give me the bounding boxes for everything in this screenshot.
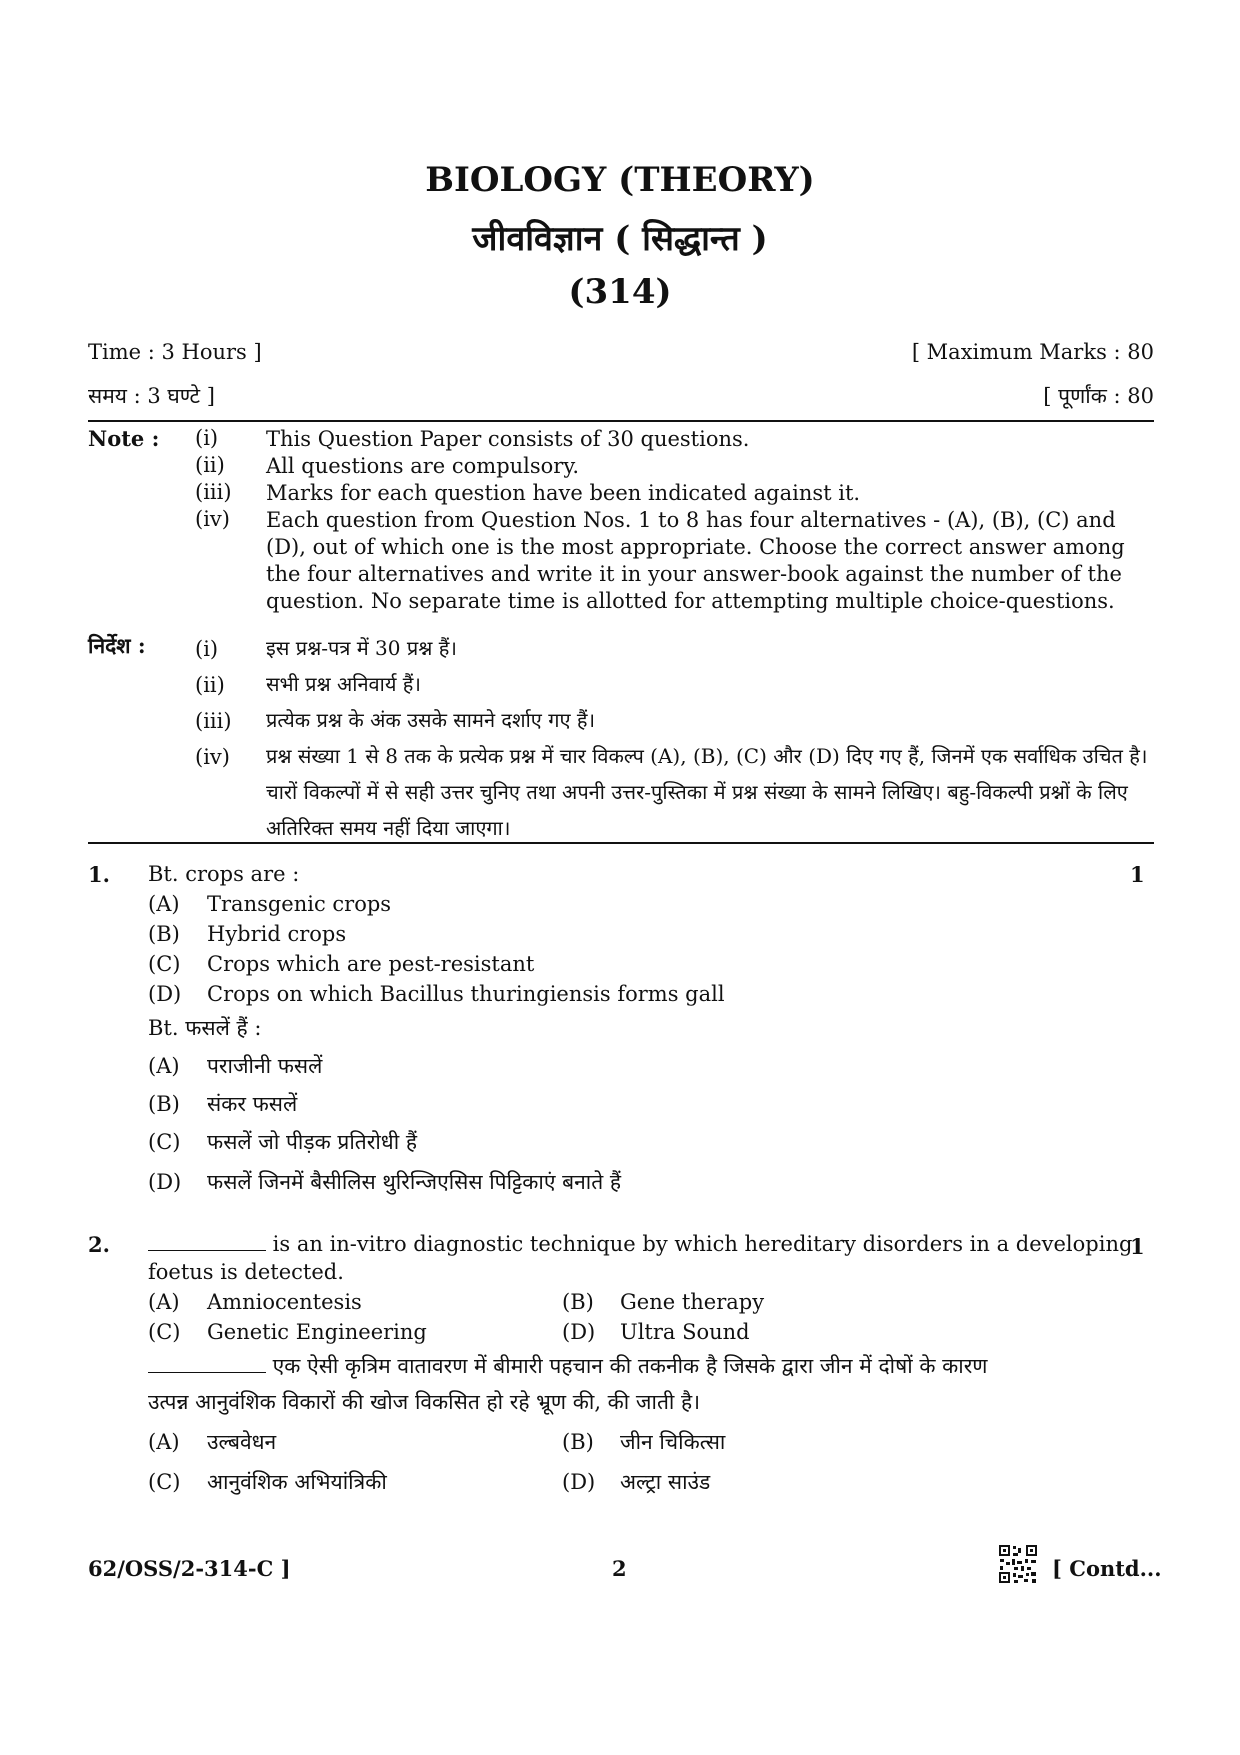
option-label: (B) <box>562 1430 594 1454</box>
option-text: Genetic Engineering <box>207 1320 427 1344</box>
question-text-hindi: Bt. फसलें हैं : <box>148 1016 262 1040</box>
divider-bottom <box>88 842 1154 844</box>
note-item-english: Marks for each question have been indicated against it. <box>266 481 861 505</box>
subject-code: (314) <box>568 272 672 312</box>
option-text: संकर फसलें <box>207 1092 298 1116</box>
note-num: (iii) <box>195 480 232 504</box>
question-text-line: एक ऐसी कृत्रिम वातावरण में बीमारी पहचान की तकनीक है जिसके द्वारा जीन में दोषों के कारण <box>266 1354 988 1378</box>
option-label: (D) <box>148 1170 182 1194</box>
option-label: (B) <box>148 922 180 946</box>
footer-contd: [ Contd... <box>1052 1556 1162 1581</box>
option-label: (A) <box>148 892 180 916</box>
max-marks-english: [ Maximum Marks : 80 <box>911 340 1154 364</box>
option-label: (D) <box>148 982 182 1006</box>
question-number: 1. <box>88 862 110 887</box>
note-item-hindi: इस प्रश्न-पत्र में 30 प्रश्न हैं। <box>266 636 457 660</box>
option-text: पराजीनी फसलें <box>207 1054 323 1078</box>
question-marks: 1 <box>1130 862 1145 887</box>
qr-code-icon <box>998 1544 1038 1584</box>
option-text: Transgenic crops <box>207 892 392 916</box>
time-english: Time : 3 Hours ] <box>88 340 262 364</box>
note-item-hindi: सभी प्रश्न अनिवार्य हैं। <box>266 672 422 696</box>
fill-blank <box>148 1232 266 1251</box>
option-text: Amniocentesis <box>207 1290 362 1314</box>
note-item-hindi: प्रत्येक प्रश्न के अंक उसके सामने दर्शाए गए हैं। <box>266 708 596 732</box>
option-label: (A) <box>148 1054 180 1078</box>
option-text: आनुवंशिक अभियांत्रिकी <box>207 1470 387 1494</box>
question-text-line: उत्पन्न आनुवंशिक विकारों की खोज विकसित हो रहे भ्रूण की, की जाती है। <box>148 1390 701 1414</box>
note-item-english: Each question from Question Nos. 1 to 8 has four alternatives - (A), (B), (C) and (D), out of which one is the most appropriate. Choose the correct answer among the four alternatives and write it in your answer-book against the number of the question. No separate time is allotted for attempting multiple choice-questions. <box>266 508 1125 613</box>
time-hindi: समय : 3 घण्टे ] <box>88 384 216 408</box>
option-label: (A) <box>148 1430 180 1454</box>
note-item-english: This Question Paper consists of 30 questions. <box>266 427 750 451</box>
option-text: फसलें जो पीड़क प्रतिरोधी हैं <box>207 1130 417 1154</box>
option-label: (D) <box>562 1470 596 1494</box>
option-label: (B) <box>148 1092 180 1116</box>
footer-page-number: 2 <box>612 1556 627 1581</box>
fill-blank <box>148 1354 266 1373</box>
note-num: (iv) <box>195 745 230 769</box>
note-num: (ii) <box>195 453 225 477</box>
note-num: (i) <box>195 637 219 661</box>
option-text: Crops on which Bacillus thuringiensis forms gall <box>207 982 725 1006</box>
note-num: (ii) <box>195 673 225 697</box>
question-text-line: foetus is detected. <box>148 1260 344 1284</box>
option-text: उल्बवेधन <box>207 1430 277 1454</box>
question-text-hindi <box>148 1352 987 1380</box>
question-number: 2. <box>88 1232 110 1257</box>
option-text: Gene therapy <box>620 1290 765 1314</box>
question-text-line: is an in-vitro diagnostic technique by which hereditary disorders in a developing <box>266 1232 1133 1256</box>
note-label-english: Note : <box>88 426 160 451</box>
question-text-english <box>148 1232 1132 1256</box>
note-item-hindi: प्रश्न संख्या 1 से 8 तक के प्रत्येक प्रश्न में चार विकल्प (A), (B), (C) और (D) दिए गए हैं, जिनमें एक सर्वाधिक उचित है। चारों विकल्पों में से सही उत्तर चुनिए तथा अपनी उत्तर-पुस्तिका में प्रश्न संख्या के सामने लिखिए। बहु-विकल्पी प्रश्नों के लिए अतिरिक्त समय नहीं दिया जाएगा। <box>266 744 1148 840</box>
note-item-english: All questions are compulsory. <box>266 454 580 478</box>
option-text: फसलें जिनमें बैसीलिस थुरिन्जिएसिस पिट्टिकाएं बनाते हैं <box>207 1170 622 1194</box>
option-text: Crops which are pest-resistant <box>207 952 535 976</box>
note-num: (iv) <box>195 507 230 531</box>
option-label: (A) <box>148 1290 180 1314</box>
option-label: (B) <box>562 1290 594 1314</box>
option-label: (C) <box>148 952 181 976</box>
question-marks: 1 <box>1130 1234 1145 1259</box>
title-english: BIOLOGY (THEORY) <box>425 160 815 200</box>
note-num: (iii) <box>195 709 232 733</box>
divider-top <box>88 420 1154 422</box>
option-text: जीन चिकित्सा <box>620 1430 726 1454</box>
option-text: Hybrid crops <box>207 922 347 946</box>
option-text: Ultra Sound <box>620 1320 750 1344</box>
note-num: (i) <box>195 426 219 450</box>
option-label: (D) <box>562 1320 596 1344</box>
max-marks-hindi: [ पूर्णांक : 80 <box>1043 384 1154 408</box>
footer-paper-code: 62/OSS/2-314-C ] <box>88 1556 291 1581</box>
question-text-english: Bt. crops are : <box>148 862 300 886</box>
option-text: अल्ट्रा साउंड <box>620 1470 711 1494</box>
option-label: (C) <box>148 1320 181 1344</box>
note-label-hindi: निर्देश : <box>88 633 146 658</box>
title-hindi: जीवविज्ञान ( सिद्धान्त ) <box>472 219 768 259</box>
option-label: (C) <box>148 1130 181 1154</box>
option-label: (C) <box>148 1470 181 1494</box>
